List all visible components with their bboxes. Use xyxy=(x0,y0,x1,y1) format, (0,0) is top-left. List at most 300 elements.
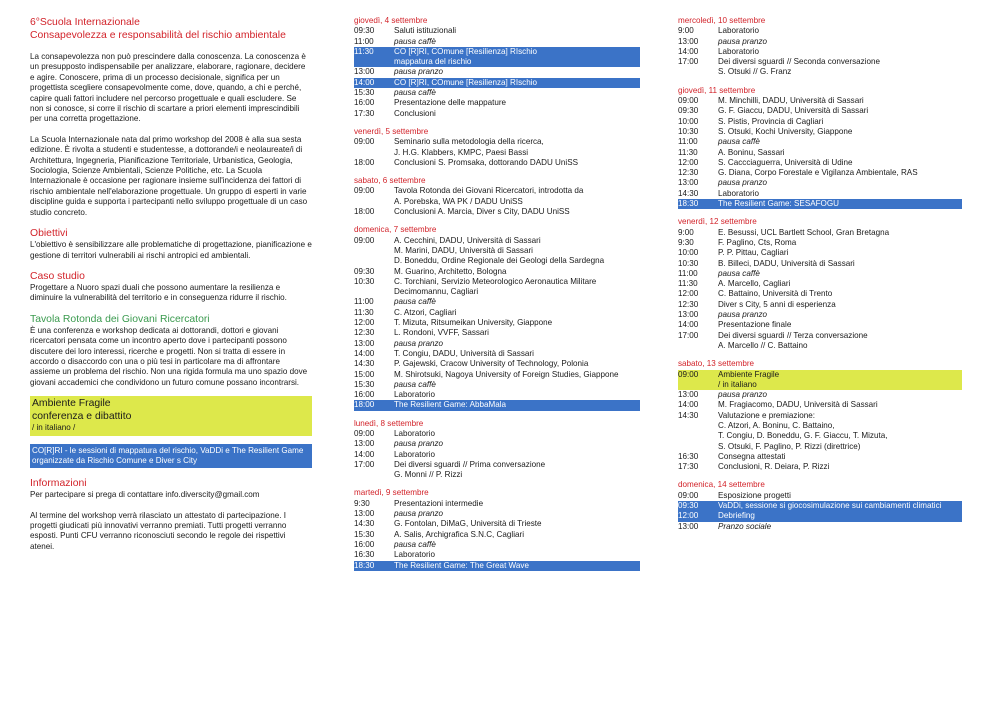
schedule-event xyxy=(394,67,640,77)
schedule-row xyxy=(678,289,962,299)
schedule-time: 14:00 xyxy=(354,77,375,87)
schedule-row xyxy=(678,501,962,511)
schedule-time: 14:00 xyxy=(354,348,375,358)
tavola-rotonda-text: È una conferenza e workshop dedicata ai dottorandi, dottori e giovani ricercatori pensata come un incontro aperto dove i partecipanti possono discutere dei loro interessi, ricerche e progetti. Non si tratta di essere in accordo o disaccordo con una o più tesi in particolare ma di affrontare assieme un problema del rischio. Non una rigida formula ma uno spazio dove giovani accademici che condividono un futuro comune possano incontrarsi. xyxy=(30,325,308,387)
schedule-event xyxy=(394,236,640,267)
schedule-event-line: mappatura del rischio xyxy=(394,57,472,67)
schedule-event xyxy=(718,269,962,279)
day-heading: domenica, 14 settembre xyxy=(678,480,765,490)
day-heading: giovedì, 11 settembre xyxy=(678,85,756,95)
schedule-time: 12:30 xyxy=(678,299,699,309)
schedule-row xyxy=(678,390,962,400)
schedule-event xyxy=(718,37,962,47)
schedule-row xyxy=(678,310,962,320)
schedule-event xyxy=(394,460,640,481)
schedule-event-line: P. Gajewski, Cracow University of Technology, Polonia xyxy=(394,359,589,369)
schedule-row xyxy=(678,47,962,57)
schedule-time: 12:30 xyxy=(678,168,699,178)
schedule-event-line: C. Atzori, A. Boninu, C. Battaino, xyxy=(718,420,835,430)
day-heading: sabato, 6 settembre xyxy=(354,176,426,186)
schedule-event xyxy=(718,189,962,199)
schedule-row xyxy=(354,297,640,307)
schedule-event-line: S. Otsuki, F. Paglino, P. Rizzi (direttrice) xyxy=(718,441,861,451)
schedule-row xyxy=(354,308,640,318)
schedule-event-line: Diver s City, 5 anni di esperienza xyxy=(718,299,836,309)
schedule-event-line: pausa pranzo xyxy=(718,310,768,320)
schedule-event xyxy=(718,148,962,158)
schedule-time: 13:00 xyxy=(354,67,375,77)
schedule-row xyxy=(678,331,962,352)
schedule-row xyxy=(354,207,640,217)
schedule-event-line: D. Boneddu, Ordine Regionale dei Geologi della Sardegna xyxy=(394,256,605,266)
day-heading: lunedì, 8 settembre xyxy=(354,418,424,428)
schedule-event-line: Valutazione e premiazione: xyxy=(718,410,816,420)
schedule-event-line: pausa pranzo xyxy=(394,439,444,449)
schedule-row xyxy=(678,238,962,248)
schedule-time: 11:30 xyxy=(678,147,698,157)
schedule-event xyxy=(718,501,962,511)
schedule-event-line: M. Fragiacomo, DADU, Università di Sassari xyxy=(718,400,878,410)
schedule-event-line: Laboratorio xyxy=(718,46,759,56)
day-heading: domenica, 7 settembre xyxy=(354,225,437,235)
informazioni-heading: Informazioni xyxy=(30,478,87,490)
schedule-event xyxy=(394,328,640,338)
schedule-time: 9:30 xyxy=(678,237,694,247)
schedule-event-line: Presentazioni intermedie xyxy=(394,498,484,508)
schedule-row xyxy=(354,550,640,560)
schedule-time: 09:00 xyxy=(678,369,699,379)
schedule-event xyxy=(718,411,962,452)
schedule-row xyxy=(678,279,962,289)
schedule-event-line: Laboratorio xyxy=(394,428,435,438)
schedule-row xyxy=(354,530,640,540)
schedule-time: 18:00 xyxy=(354,207,375,217)
schedule-time: 16:00 xyxy=(354,98,375,108)
schedule-event-line: CO [R]RI, COmune [Resilienza] RIschio xyxy=(394,77,538,87)
schedule-row xyxy=(354,460,640,481)
schedule-event-line: M. Minchilli, DADU, Università di Sassari xyxy=(718,96,864,106)
schedule-time: 14:30 xyxy=(678,410,699,420)
schedule-time: 13:00 xyxy=(678,310,699,320)
schedule-event-line: pausa pranzo xyxy=(394,338,444,348)
obiettivi-text: L'obiettivo è sensibilizzare alle problematiche di progettazione, pianificazione e gestione di territori vulnerabili ai rischi antropici ed ambientali. xyxy=(30,240,312,260)
schedule-time: 13:00 xyxy=(678,521,699,531)
schedule-row xyxy=(354,47,640,68)
schedule-event-line: Conclusioni A. Marcia, Diver s City, DADU UniSS xyxy=(394,207,570,217)
schedule-event-line: S. Caccciaguerra, Università di Udine xyxy=(718,157,853,167)
schedule-event xyxy=(394,109,640,119)
schedule-event-line: A. Cecchini, DADU, Università di Sassari xyxy=(394,235,541,245)
schedule-event-line: pausa pranzo xyxy=(394,509,444,519)
schedule-row xyxy=(678,137,962,147)
schedule-time: 14:30 xyxy=(354,359,375,369)
schedule-row xyxy=(678,57,962,78)
schedule-event-line: G. Fontolan, DiMaG, Università di Trieste xyxy=(394,519,542,529)
schedule-time: 13:00 xyxy=(354,509,375,519)
schedule-event-line: Pranzo sociale xyxy=(718,521,772,531)
schedule-row xyxy=(354,88,640,98)
day-heading: martedì, 9 settembre xyxy=(354,488,429,498)
schedule-event xyxy=(718,259,962,269)
schedule-event xyxy=(394,137,640,158)
schedule-row xyxy=(354,429,640,439)
schedule-row xyxy=(678,300,962,310)
schedule-column-1 xyxy=(354,16,640,571)
schedule-event xyxy=(394,429,640,439)
schedule-row xyxy=(678,320,962,330)
schedule-event-line: Laboratorio xyxy=(394,550,435,560)
schedule-time: 14:00 xyxy=(678,320,699,330)
schedule-time: 15:30 xyxy=(354,529,375,539)
schedule-row xyxy=(678,199,962,209)
schedule-event xyxy=(718,400,962,410)
schedule-event-line: Laboratorio xyxy=(394,449,435,459)
schedule-event-line: G. F. Giaccu, DADU, Università di Sassari xyxy=(718,106,869,116)
schedule-event-line: M. Shirotsuki, Nagoya University of Foreign Studies, Giappone xyxy=(394,369,619,379)
schedule-event-line: A. Porebska, WA PK / DADU UniSS xyxy=(394,196,523,206)
schedule-event xyxy=(394,349,640,359)
schedule-event xyxy=(718,117,962,127)
schedule-event-line: Laboratorio xyxy=(394,390,435,400)
schedule-event xyxy=(394,207,640,217)
schedule-time: 18:30 xyxy=(354,560,375,570)
schedule-time: 12:00 xyxy=(354,318,375,328)
schedule-time: 17:30 xyxy=(678,462,699,472)
schedule-event-line: F. Paglino, Cts, Roma xyxy=(718,237,797,247)
schedule-row xyxy=(354,380,640,390)
schedule-event xyxy=(394,550,640,560)
schedule-event xyxy=(394,297,640,307)
schedule-row xyxy=(678,370,962,391)
schedule-row xyxy=(678,168,962,178)
schedule-time: 15:00 xyxy=(354,369,375,379)
schedule-event-line: Decimomannu, Cagliari xyxy=(394,287,479,297)
schedule-row xyxy=(678,96,962,106)
schedule-event xyxy=(718,57,962,78)
schedule-time: 11:00 xyxy=(678,268,698,278)
schedule-event xyxy=(718,279,962,289)
day-heading: venerdì, 5 settembre xyxy=(354,126,429,136)
schedule-event xyxy=(718,106,962,116)
schedule-row xyxy=(678,452,962,462)
schedule-event xyxy=(718,137,962,147)
schedule-row xyxy=(354,137,640,158)
schedule-time: 11:30 xyxy=(678,279,698,289)
schedule-time: 13:00 xyxy=(678,390,699,400)
schedule-time: 16:30 xyxy=(354,550,375,560)
schedule-event xyxy=(718,462,962,472)
schedule-event xyxy=(394,37,640,47)
schedule-event-line: pausa caffè xyxy=(718,268,760,278)
schedule-event-line: Dei diversi sguardi // Prima conversazione xyxy=(394,459,546,469)
schedule-event-line: pausa pranzo xyxy=(394,67,444,77)
schedule-row xyxy=(354,158,640,168)
schedule-event xyxy=(718,238,962,248)
schedule-event xyxy=(718,26,962,36)
schedule-time: 10:00 xyxy=(678,248,699,258)
schedule-time: 13:00 xyxy=(354,338,375,348)
schedule-row xyxy=(354,390,640,400)
schedule-event-line: Dei diversi sguardi // Terza conversazione xyxy=(718,330,868,340)
schedule-row xyxy=(354,439,640,449)
schedule-row xyxy=(678,37,962,47)
schedule-time: 12:30 xyxy=(354,328,375,338)
schedule-event xyxy=(394,98,640,108)
schedule-row xyxy=(678,411,962,452)
schedule-time: 14:00 xyxy=(678,400,699,410)
ambiente-fragile-box xyxy=(30,396,312,436)
schedule-time: 15:30 xyxy=(354,88,375,98)
schedule-event xyxy=(718,331,962,352)
schedule-event-line: J. H.G. Klabbers, KMPC, Paesi Bassi xyxy=(394,147,529,157)
schedule-event xyxy=(718,96,962,106)
schedule-event-line: Dei diversi sguardi // Seconda conversazione xyxy=(718,57,880,67)
schedule-row xyxy=(678,511,962,521)
schedule-row xyxy=(678,158,962,168)
schedule-event xyxy=(394,390,640,400)
schedule-event xyxy=(718,47,962,57)
ambiente-fragile-subtitle: conferenza e dibattito xyxy=(32,410,132,422)
schedule-event-line: C. Battaino, Università di Trento xyxy=(718,289,833,299)
schedule-row xyxy=(354,519,640,529)
schedule-event xyxy=(718,522,962,532)
schedule-event xyxy=(394,277,640,298)
schedule-time: 11:30 xyxy=(354,307,374,317)
schedule-event xyxy=(718,511,962,521)
schedule-event-line: Presentazione finale xyxy=(718,320,792,330)
schedule-time: 11:00 xyxy=(354,297,374,307)
schedule-time: 9:30 xyxy=(354,498,370,508)
schedule-time: 12:00 xyxy=(678,511,699,521)
schedule-event-line: Esposizione progetti xyxy=(718,490,791,500)
schedule-event-line: G. Monni // P. Rizzi xyxy=(394,470,463,480)
schedule-row xyxy=(354,540,640,550)
schedule-row xyxy=(354,359,640,369)
schedule-event xyxy=(394,519,640,529)
schedule-event-line: M. Guarino, Architetto, Bologna xyxy=(394,266,507,276)
schedule-time: 18:30 xyxy=(678,199,699,209)
schedule-event-line: The Resilient Game: AbbaMala xyxy=(394,400,507,410)
schedule-row xyxy=(678,26,962,36)
schedule-row xyxy=(678,127,962,137)
schedule-event xyxy=(718,310,962,320)
schedule-event xyxy=(394,359,640,369)
schedule-event-line: S. Pistis, Provincia di Cagliari xyxy=(718,116,824,126)
schedule-event-line: Laboratorio xyxy=(718,188,759,198)
schedule-time: 10:30 xyxy=(678,126,699,136)
ambiente-fragile-language: / in italiano / xyxy=(32,423,76,433)
schedule-time: 09:00 xyxy=(678,96,699,106)
schedule-event-line: pausa caffè xyxy=(394,88,436,98)
schedule-row xyxy=(354,499,640,509)
day-heading: giovedì, 4 settembre xyxy=(354,16,428,25)
obiettivi-heading: Obiettivi xyxy=(30,228,68,240)
schedule-row xyxy=(678,259,962,269)
informazioni-details: Al termine del workshop verrà rilasciato un attestato di partecipazione. I progetti giudicati più innovativi verranno premiati. Tutti progetti verranno esposti. Punti CFU verranno riconosciuti secondo le regole dei rispettivi atenei. xyxy=(30,510,287,551)
schedule-row xyxy=(354,109,640,119)
schedule-event xyxy=(394,339,640,349)
schedule-event-line: pausa pranzo xyxy=(718,36,768,46)
schedule-event xyxy=(394,267,640,277)
schedule-event xyxy=(718,491,962,501)
schedule-time: 18:00 xyxy=(354,400,375,410)
schedule-event xyxy=(394,318,640,328)
schedule-row xyxy=(678,491,962,501)
schedule-row xyxy=(354,78,640,88)
schedule-time: 12:00 xyxy=(678,289,699,299)
schedule-time: 17:30 xyxy=(354,108,375,118)
schedule-column-2 xyxy=(678,16,962,532)
schedule-row xyxy=(678,178,962,188)
school-subtitle: Consapevolezza e responsabilità del rischio ambientale xyxy=(30,30,286,41)
schedule-event-line: A. Marcello // C. Battaino xyxy=(718,340,808,350)
schedule-row xyxy=(354,450,640,460)
schedule-event-line: T. Mizuta, Ritsumeikan University, Giappone xyxy=(394,318,553,328)
schedule-row xyxy=(678,269,962,279)
schedule-event xyxy=(394,186,640,207)
schedule-event-line: A. Boninu, Sassari xyxy=(718,147,785,157)
schedule-event xyxy=(394,308,640,318)
schedule-time: 9:00 xyxy=(678,227,694,237)
schedule-event xyxy=(394,78,640,88)
day-heading: venerdì, 12 settembre xyxy=(678,217,757,227)
schedule-event-line: Conclusioni S. Promsaka, dottorando DADU UniSS xyxy=(394,157,578,167)
schedule-time: 12:00 xyxy=(678,157,699,167)
schedule-time: 09:00 xyxy=(354,186,375,196)
schedule-event-line: The Resilient Game: SESAFOGU xyxy=(718,199,839,209)
schedule-event-line: C. Torchiani, Servizio Meteorologico Aeronautica Militare xyxy=(394,276,597,286)
schedule-event-line: T. Congiu, D. Boneddu, G. F. Giaccu, T. Mizuta, xyxy=(718,431,888,441)
schedule-event-line: Debriefing xyxy=(718,511,755,521)
schedule-event xyxy=(394,88,640,98)
schedule-event-line: pausa pranzo xyxy=(718,178,768,188)
schedule-event xyxy=(718,248,962,258)
schedule-event-line: pausa caffè xyxy=(718,137,760,147)
schedule-event-line: S. Otsuki, Kochi University, Giappone xyxy=(718,126,853,136)
school-title: 6°Scuola Internazionale xyxy=(30,17,140,28)
schedule-time: 11:00 xyxy=(678,137,698,147)
schedule-event xyxy=(394,400,640,410)
schedule-time: 9:00 xyxy=(678,26,694,36)
schedule-row xyxy=(354,400,640,410)
schedule-event xyxy=(394,370,640,380)
schedule-event-line: pausa pranzo xyxy=(718,390,768,400)
schedule-event-line: Consegna attestati xyxy=(718,451,786,461)
schedule-event xyxy=(394,47,640,68)
schedule-event-line: T. Congiu, DADU, Università di Sassari xyxy=(394,348,534,358)
ambiente-fragile-title: Ambiente Fragile xyxy=(32,398,111,410)
corri-note-box: CO[R]RI - le sessioni di mappatura del rischio, VaDDi e The Resilient Game organizzate da Rischio Comune e Diver s City xyxy=(30,444,312,468)
intro-paragraph-2: La Scuola Internazionale nata dal primo workshop del 2008 è alla sua sesta edizione. È rivolta a studenti e studentesse, a dottorande/i e neolaureate/i di Architettura, Ingegneria, Pianificazione Territoriale, Urbanistica, Geologia, Sociologia, Scienze Ambientali, Scienze Politiche, etc. La Scuola Internazionale è occasione per ragionare insieme sull'incidenza dei fattori di rischio ambientale nell'elaborazione progettuale. Un gruppo di esperti in varie discipline guida e supporta i partecipanti nello sviluppo progettuale di un caso studio concreto. xyxy=(30,134,308,217)
schedule-event xyxy=(394,509,640,519)
schedule-event-line: L. Rondoni, VVFF, Sassari xyxy=(394,328,489,338)
schedule-event-line: Saluti istituzionali xyxy=(394,26,457,36)
schedule-time: 11:00 xyxy=(354,36,374,46)
schedule-time: 13:00 xyxy=(354,439,375,449)
schedule-event-line: G. Diana, Corpo Forestale e Vigilanza Ambientale, RAS xyxy=(718,168,918,178)
schedule-event xyxy=(718,452,962,462)
schedule-row xyxy=(678,248,962,258)
schedule-event-line: S. Otsuki // G. Franz xyxy=(718,67,792,77)
schedule-event xyxy=(718,178,962,188)
schedule-time: 09:30 xyxy=(354,266,375,276)
schedule-event-line: Conclusioni, R. Deiara, P. Rizzi xyxy=(718,462,830,472)
schedule-event-line: pausa caffè xyxy=(394,379,436,389)
schedule-event xyxy=(394,540,640,550)
schedule-row xyxy=(354,267,640,277)
schedule-event-line: P. P. Pittau, Cagliari xyxy=(718,248,789,258)
schedule-time: 16:00 xyxy=(354,539,375,549)
schedule-row xyxy=(354,561,640,571)
schedule-event xyxy=(394,439,640,449)
schedule-row xyxy=(678,228,962,238)
schedule-time: 10:30 xyxy=(354,276,375,286)
schedule-event-line: Presentazione delle mappature xyxy=(394,98,507,108)
schedule-row xyxy=(354,318,640,328)
schedule-time: 09:00 xyxy=(354,235,375,245)
schedule-row xyxy=(354,186,640,207)
schedule-row xyxy=(678,189,962,199)
schedule-event xyxy=(718,228,962,238)
schedule-event xyxy=(394,561,640,571)
schedule-time: 09:30 xyxy=(354,26,375,36)
schedule-row xyxy=(354,37,640,47)
caso-studio-heading: Caso studio xyxy=(30,270,85,282)
schedule-event-line: C. Atzori, Cagliari xyxy=(394,307,457,317)
schedule-event-line: pausa caffè xyxy=(394,36,436,46)
informazioni-contact: Per partecipare si prega di contattare info.diverscity@gmail.com xyxy=(30,490,260,500)
schedule-time: 13:00 xyxy=(678,36,699,46)
caso-studio-text: Progettare a Nuoro spazi duali che possono aumentare la resilienza e diminuire la vulnerabilità del territorio e in conseguenza ridurre il rischio. xyxy=(30,282,287,303)
schedule-row xyxy=(354,339,640,349)
schedule-event xyxy=(394,158,640,168)
schedule-time: 09:30 xyxy=(678,501,699,511)
schedule-row xyxy=(354,26,640,36)
schedule-time: 11:30 xyxy=(354,46,374,56)
schedule-event xyxy=(718,300,962,310)
schedule-time: 13:00 xyxy=(678,178,699,188)
schedule-event xyxy=(718,158,962,168)
schedule-event xyxy=(718,289,962,299)
schedule-event-line: VaDDi, sessione si giocosimulazione sui cambiamenti climatici xyxy=(718,501,942,511)
schedule-event xyxy=(718,390,962,400)
schedule-event-line: A. Marcello, Cagliari xyxy=(718,279,791,289)
schedule-event-line: Tavola Rotonda dei Giovani Ricercatori, introdotta da xyxy=(394,186,584,196)
schedule-event-line: M. Marini, DADU, Università di Sassari xyxy=(394,245,533,255)
schedule-time: 09:00 xyxy=(354,428,375,438)
schedule-time: 16:30 xyxy=(678,451,699,461)
schedule-event xyxy=(718,370,962,391)
schedule-row xyxy=(678,117,962,127)
schedule-time: 09:00 xyxy=(678,490,699,500)
day-heading: sabato, 13 settembre xyxy=(678,359,755,369)
schedule-row xyxy=(678,400,962,410)
schedule-event xyxy=(394,450,640,460)
schedule-event-line: Seminario sulla metodologia della ricerca, xyxy=(394,137,544,147)
schedule-row xyxy=(354,67,640,77)
schedule-time: 17:00 xyxy=(678,57,699,67)
schedule-time: 14:00 xyxy=(354,449,375,459)
schedule-row xyxy=(354,349,640,359)
schedule-event-line: Conclusioni xyxy=(394,108,436,118)
schedule-event-line: pausa caffè xyxy=(394,297,436,307)
schedule-time: 10:00 xyxy=(678,116,699,126)
schedule-time: 17:00 xyxy=(354,459,375,469)
schedule-time: 09:30 xyxy=(678,106,699,116)
schedule-event xyxy=(394,530,640,540)
intro-column xyxy=(30,16,312,552)
schedule-row xyxy=(354,328,640,338)
